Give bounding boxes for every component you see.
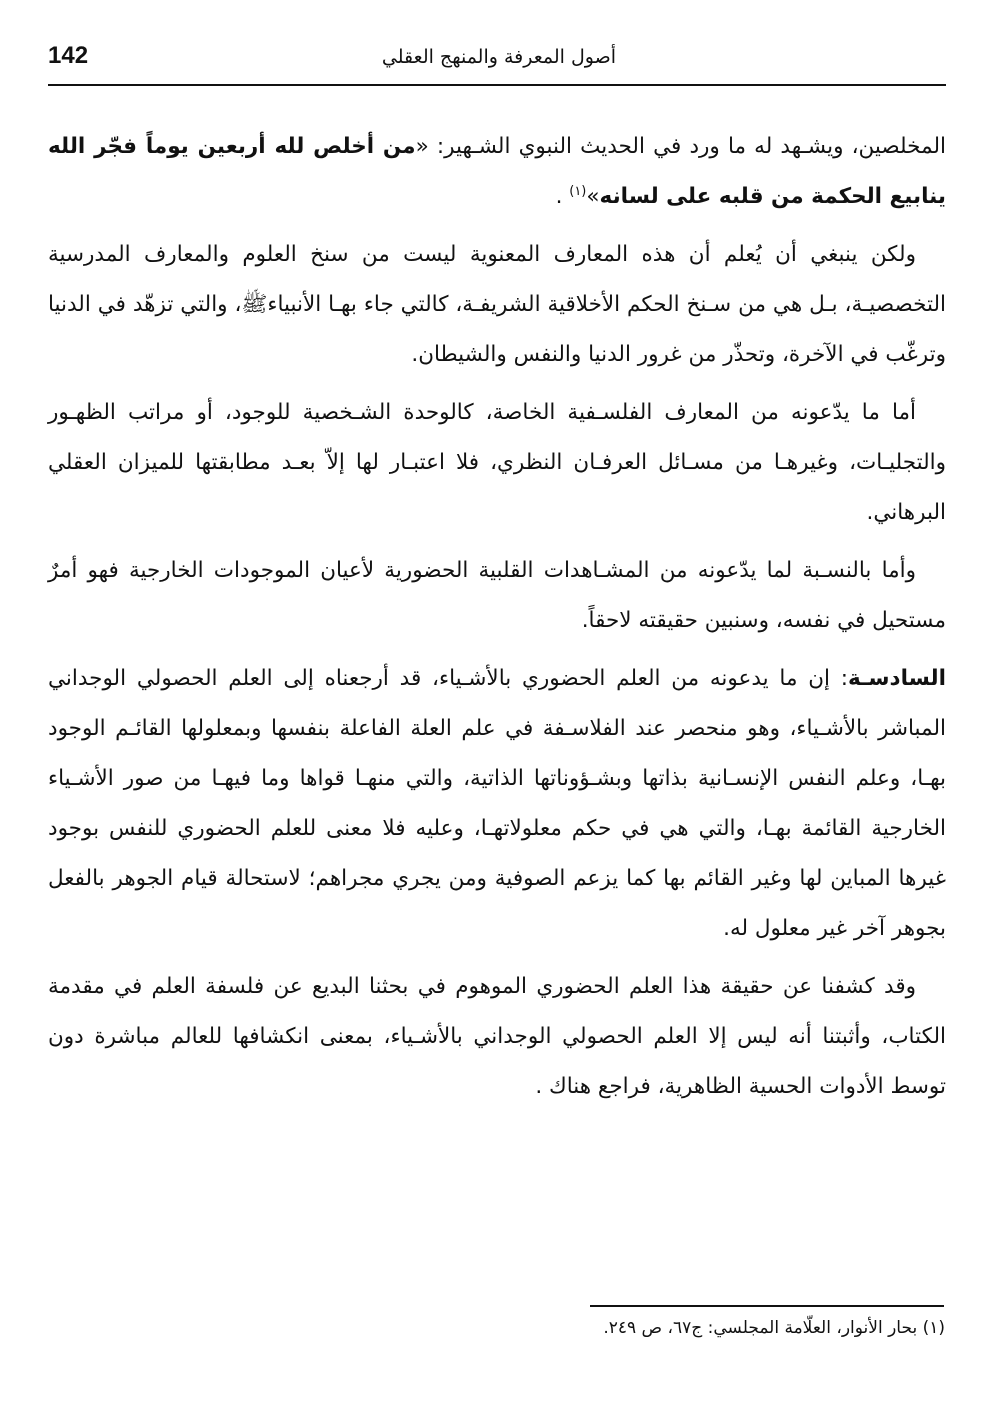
- page-header: [48, 40, 946, 86]
- paragraph-6: وقد كشفنا عن حقيقة هذا العلم الحضوري الموهوم في بحثنا البديع عن فلسفة العلم في مقدمة الكتاب، وأثبتنا أنه ليس إلا العلم الحصولي الوجداني بالأشـياء، بمعنى انكشافها للعالم مباشرة دون توسط الأدوات الحسية الظاهرية، فراجع هناك .: [48, 974, 946, 1099]
- footnote-divider: [590, 1305, 944, 1307]
- paragraph-4: وأما بالنسـبة لما يدّعونه من المشـاهدات القلبية الحضورية لأعيان الموجودات الخارجية فهو أمرٌ مستحيل في نفسه، وسنبين حقيقته لاحقاً.: [48, 558, 946, 633]
- page-number: 142: [48, 42, 89, 69]
- hadith-quote: من أخلص لله أربعين يوماً فجّر الله ينابيع الحكمة من قلبه على لسانه: [48, 134, 946, 209]
- paragraph-5: [48, 654, 946, 954]
- paragraph-1-end: .: [555, 184, 570, 209]
- paragraph-2: ولكن ينبغي أن يُعلم أن هذه المعارف المعنوية ليست من سنخ العلوم والمعارف المدرسية التخصصيـة، بـل هي من سـنخ الحكم الأخلاقية الشريفـة، كالتي جاء بهـا الأنبياءﷺ، والتي تزهّد في الدنيا وترغّب في الآخرة، وتحذّر من غرور الدنيا والنفس والشيطان.: [48, 242, 946, 367]
- footnote-ref: (١): [569, 183, 587, 199]
- paragraph-1: [48, 122, 946, 222]
- body-text: [48, 122, 946, 1120]
- paragraph-3: أما ما يدّعونه من المعارف الفلسـفية الخاصة، كالوحدة الشـخصية للوجود، أو مراتب الظهـور والتجليـات، وغيرهـا من مسـائل العرفـان النظري، فلا اعتبـار لها إلاّ بعـد مطابقتها للميزان العقلي البرهاني.: [48, 400, 946, 525]
- paragraph-1-lead: المخلصين، ويشـهد له ما ورد في الحديث النبوي الشـهير: «: [415, 134, 946, 159]
- paragraph-5-text: : إن ما يدعونه من العلم الحضوري بالأشـياء، قد أرجعناه إلى العلم الحصولي الوجداني المباشر بالأشـياء، وهو منحصر عند الفلاسـفة في علم العلة الفاعلة بنفسها وبمعلولها القائـم الوجود بهـا، وعلم النفس الإنسـانية بذاتها وبشـؤوناتها الذاتية، والتي منهـا قواها وما فيهـا من صور الأشـياء الخارجية القائمة بهـا، والتي هي في حكم معلولاتهـا، وعليه فلا معنى للعلم الحضوري للنفس بوجود غيرها المباين لها وغير القائم بها كما يزعم الصوفية ومن يجري مجراهم؛ لاستحالة قيام الجوهر بالفعل بجوهر آخر غير معلول له.: [48, 666, 946, 941]
- quote-close: »: [586, 184, 600, 209]
- running-head: أصول المعرفة والمنهج العقلي: [381, 46, 616, 68]
- footnote: (١) بحار الأنوار، العلّامة المجلسي: ج٦٧، ص ٢٤٩.: [603, 1318, 945, 1338]
- paragraph-5-heading: السادسـة: [848, 666, 946, 691]
